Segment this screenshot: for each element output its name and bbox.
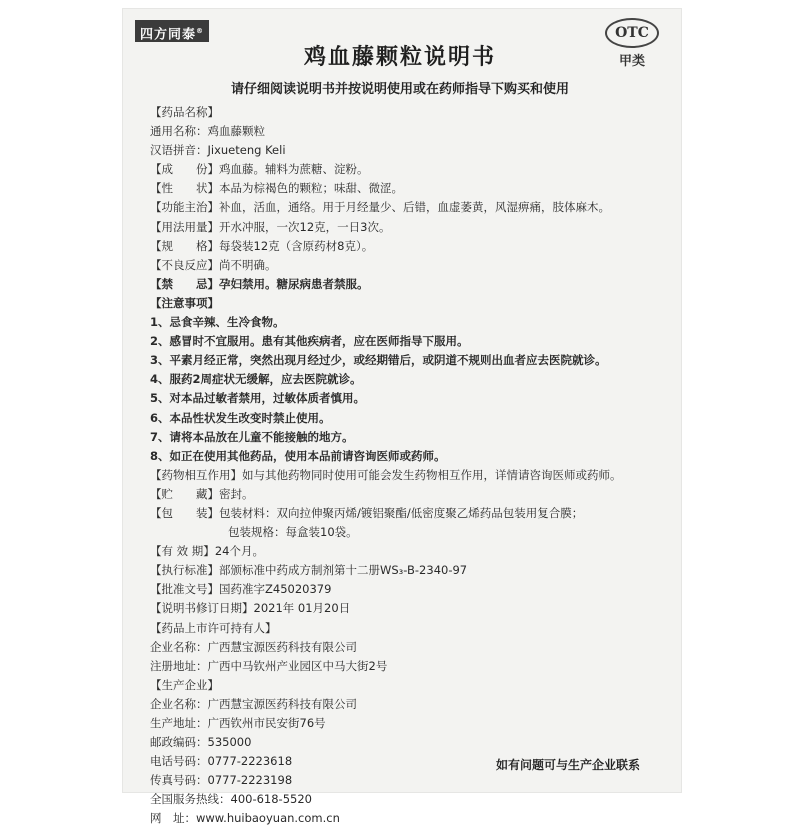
section-manufacturer: 【生产企业】 <box>150 677 219 692</box>
field-value: 鸡血藤。辅料为蔗糖、淀粉。 <box>219 162 369 177</box>
otc-badge: OTC <box>605 18 659 48</box>
field-label: 【用法用量】 <box>150 219 219 234</box>
manufacturer-company-row <box>150 695 670 714</box>
field-label: 【执行标准】 <box>150 563 219 578</box>
page-subtitle: 请仔细阅读说明书并按说明使用或在药师指导下购买和使用 <box>230 82 569 97</box>
row-value: 广西慧宝源医药科技有限公司 <box>207 696 357 711</box>
row-value: 0777-2223618 <box>207 754 293 769</box>
field-revision-date <box>150 599 670 618</box>
field-label: 【批准文号】 <box>150 582 219 597</box>
field-value: 开水冲服，一次12克，一日3次。 <box>219 219 391 234</box>
generic-name-value: 鸡血藤颗粒 <box>207 124 265 139</box>
website-row <box>150 809 670 828</box>
fax-row <box>150 771 670 790</box>
field-interactions <box>150 466 670 485</box>
row-value: 535000 <box>207 735 252 750</box>
field-approval-number <box>150 580 670 599</box>
field-label: 【包 装】 <box>150 505 219 520</box>
field-label: 【有 效 期】 <box>150 544 215 559</box>
footer-contact-note: 如有问题可与生产企业联系 <box>495 758 640 772</box>
row-label: 邮政编码： <box>150 735 208 750</box>
field-packaging-spec <box>150 523 670 542</box>
field-standard <box>150 561 670 580</box>
holder-company-row <box>150 638 670 657</box>
generic-name-label: 通用名称： <box>150 124 208 139</box>
field-label: 【规 格】 <box>150 238 219 253</box>
field-label: 【药物相互作用】 <box>150 467 242 482</box>
field-value: 补血，活血，通络。用于月经量少、后错，血虚萎黄，风湿痹痛，肢体麻木。 <box>219 200 610 215</box>
precaution-item: 2、感冒时不宜服用。患有其他疾病者，应在医师指导下服用。 <box>150 334 469 349</box>
manufacturer-address-row <box>150 714 670 733</box>
otc-class: 甲类 <box>618 54 645 69</box>
precaution-item: 7、请将本品放在儿童不能接触的地方。 <box>150 429 354 444</box>
precaution-item: 8、如正在使用其他药品，使用本品前请咨询医师或药师。 <box>150 448 446 463</box>
field-indications <box>150 198 670 217</box>
field-appearance <box>150 179 670 198</box>
row-label: 传真号码： <box>150 773 208 788</box>
field-label: 【成 份】 <box>150 162 219 177</box>
field-value: 密封。 <box>219 486 254 501</box>
pinyin-row <box>150 141 670 160</box>
precaution-item: 6、本品性状发生改变时禁止使用。 <box>150 410 331 425</box>
row-value: www.huibaoyuan.com.cn <box>196 811 340 826</box>
field-label: 【不良反应】 <box>150 257 219 272</box>
holder-company-value: 广西慧宝源医药科技有限公司 <box>207 639 357 654</box>
field-value: 孕妇禁用。糖尿病患者禁服。 <box>219 276 369 291</box>
section-precautions: 【注意事项】 <box>150 295 219 310</box>
field-adverse-reactions <box>150 256 670 275</box>
field-value: 国药准字Z45020379 <box>219 582 332 597</box>
precaution-item: 3、平素月经正常，突然出现月经过少，或经期错后，或阴道不规则出血者应去医院就诊。 <box>150 353 607 368</box>
row-label: 网 址： <box>150 811 196 826</box>
postal-code-row <box>150 733 670 752</box>
field-value: 尚不明确。 <box>219 257 277 272</box>
pinyin-value: Jixueteng Keli <box>207 143 286 158</box>
field-label: 【性 状】 <box>150 181 219 196</box>
leaflet-body <box>150 103 670 829</box>
row-label: 企业名称： <box>150 696 208 711</box>
field-value: 24个月。 <box>214 544 264 559</box>
section-marketing-holder: 【药品上市许可持有人】 <box>150 620 277 635</box>
page-title: 鸡血藤颗粒说明书 <box>303 45 496 70</box>
holder-address-row <box>150 657 670 676</box>
brand-name: 四方同泰 <box>139 27 196 43</box>
holder-address-value: 广西中马钦州产业园区中马大街2号 <box>207 658 388 673</box>
registered-mark: ® <box>196 27 204 35</box>
field-contraindications <box>150 275 670 294</box>
row-value: 广西钦州市民安街76号 <box>207 716 326 730</box>
field-label: 【说明书修订日期】 <box>150 601 254 616</box>
row-label: 全国服务热线： <box>150 792 231 807</box>
field-ingredients <box>150 160 670 179</box>
field-value: 本品为棕褐色的颗粒；味甜、微涩。 <box>219 181 403 196</box>
field-shelf-life <box>150 542 670 561</box>
field-label: 【功能主治】 <box>150 200 219 215</box>
row-label: 电话号码： <box>150 754 208 769</box>
row-label: 生产地址： <box>150 716 208 730</box>
field-dosage <box>150 218 670 237</box>
precaution-item: 1、忌食辛辣、生冷食物。 <box>150 315 285 330</box>
row-value: 400-618-5520 <box>230 792 312 807</box>
holder-company-label: 企业名称： <box>150 639 208 654</box>
row-value: 0777-2223198 <box>207 773 293 788</box>
field-packaging-material <box>150 504 670 523</box>
field-value: 2021年 01月20日 <box>253 601 351 616</box>
field-value: 包装材料：双向拉伸聚丙烯/镀铝聚酯/低密度聚乙烯药品包装用复合膜； <box>219 505 584 520</box>
field-specification <box>150 237 670 256</box>
field-value: 部颁标准中药成方制剂第十二册WS₃-B-2340-97 <box>219 563 468 578</box>
field-label: 【贮 藏】 <box>150 486 219 501</box>
field-value: 如与其他药物同时使用可能会发生药物相互作用，详情请咨询医师或药师。 <box>242 467 622 482</box>
field-storage <box>150 485 670 504</box>
pinyin-label: 汉语拼音： <box>150 143 208 158</box>
field-label: 【禁 忌】 <box>150 276 219 291</box>
brand-logo <box>135 20 209 42</box>
generic-name-row <box>150 122 670 141</box>
section-drug-name: 【药品名称】 <box>150 105 219 119</box>
precaution-item: 4、服药2周症状无缓解，应去医院就诊。 <box>150 372 362 387</box>
holder-address-label: 注册地址： <box>150 658 208 673</box>
precaution-item: 5、对本品过敏者禁用，过敏体质者慎用。 <box>150 391 365 406</box>
field-value: 包装规格：每盒装10袋。 <box>228 525 358 540</box>
field-value: 每袋装12克（含原药材8克）。 <box>219 238 374 253</box>
